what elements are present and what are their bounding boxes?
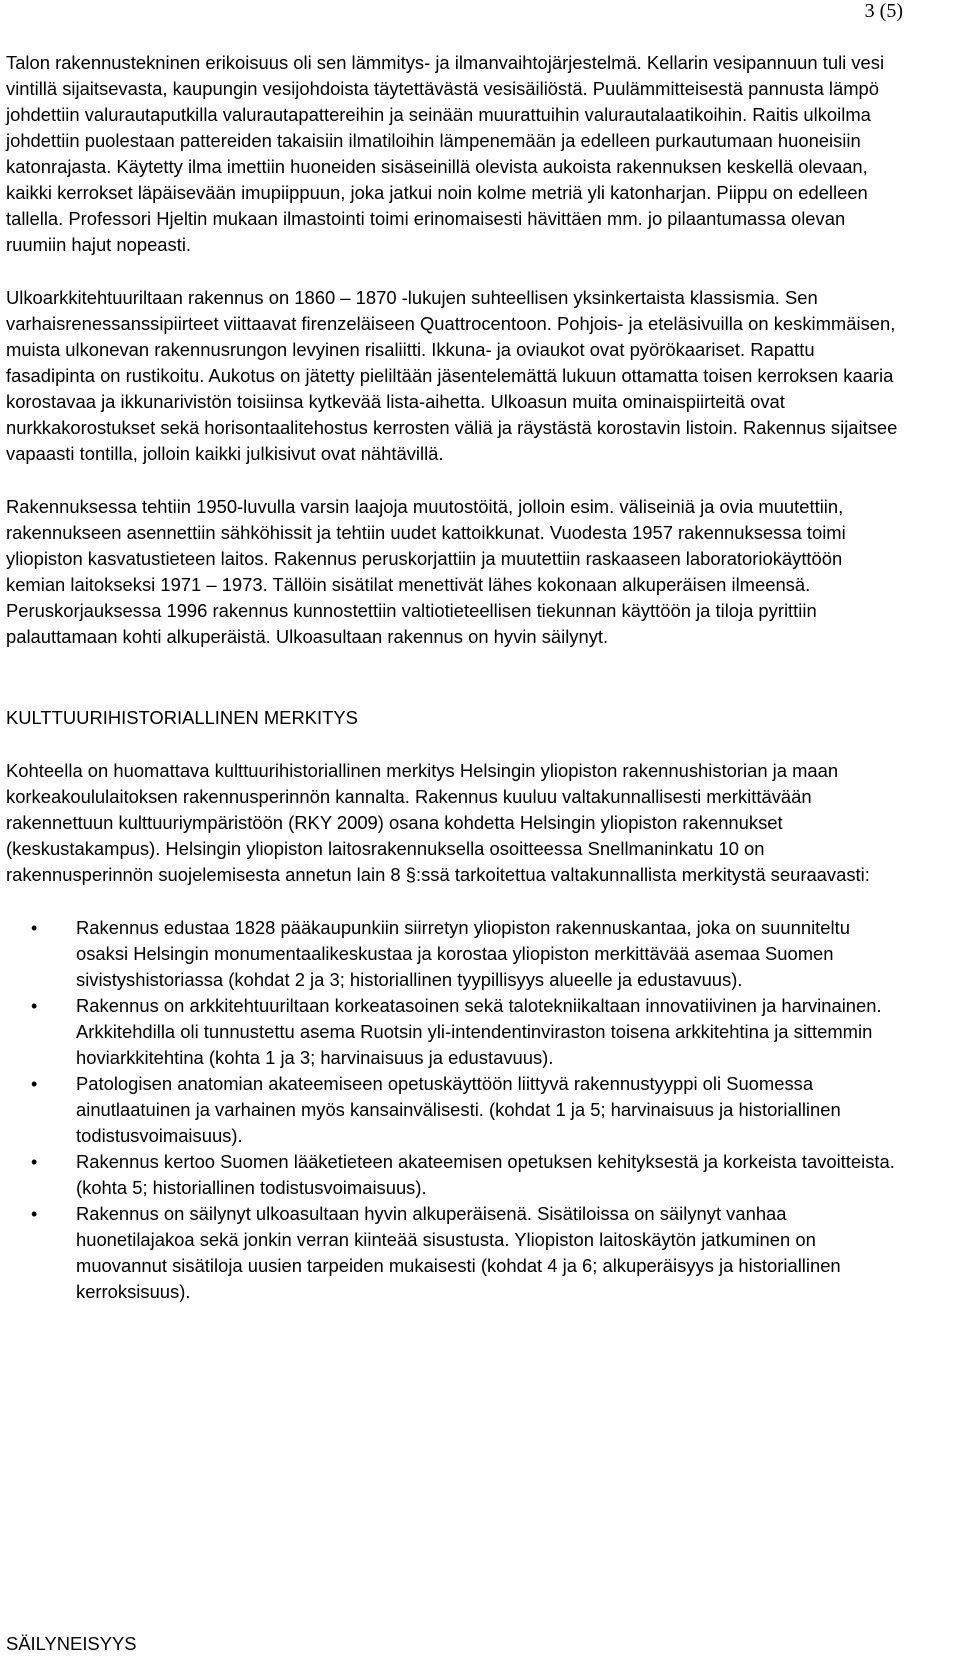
list-item-text: Rakennus edustaa 1828 pääkaupunkiin siirretyn yliopiston rakennuskantaa, joka on suunniteltu osaksi Helsingin monumentaalikeskustaa ja korostaa yliopiston merkittävää asemaa Suomen sivistyshistoriassa (kohdat 2 ja 3; historiallinen tyypillisyys alueelle ja edustavuus). <box>76 917 850 990</box>
significance-list <box>6 915 906 1305</box>
paragraph-heating-ventilation: Talon rakennustekninen erikoisuus oli sen lämmitys- ja ilmanvaihtojärjestelmä. Kellarin vesipannuun tuli vesi vintillä sijaitsevasta, kaupungin vesijohdoista täytettävästä vesisäiliöstä. Puulämmitteisestä pannusta lämpö johdettiin valurautaputkilla valurautapattereihin ja seinään muurattuihin valurautalaatikoihin. Raitis ulkoilma johdettiin puolestaan pattereiden takaisiin ilmatiloihin lämpenemään ja edelleen purkautumaan huoneisiin katonrajasta. Käytetty ilma imettiin huoneiden sisäseinillä olevista aukoista rakennuksen keskellä olevaan, kaikki kerrokset läpäisevään imupiippuun, joka jatkui noin kolme metriä yli katonharjan. Piippu on edelleen tallella. Professori Hjeltin mukaan ilmastointi toimi erinomaisesti hävittäen mm. jo pilaantumassa olevan ruumiin hajut nopeasti. <box>6 52 885 255</box>
page-number: 3 (5) <box>864 0 903 22</box>
bullet-icon: • <box>31 1152 38 1172</box>
paragraph-exterior-architecture: Ulkoarkkitehtuuriltaan rakennus on 1860 – 1870 -lukujen suhteellisen yksinkertaista klassismia. Sen varhaisrenessanssipiirteet viittaavat firenzeläiseen Quattrocentoon. Pohjois- ja eteläsivuilla on keskimmäisen, muista ulkonevan rakennusrungon levyinen risaliitti. Ikkuna- ja oviaukot ovat pyörökaariset. Rapattu fasadipinta on rustikoitu. Aukotus on jätetty pieliltään jäsentelemättä lukuun ottamatta toisen kerroksen kaaria korostavaa ja ikkunarivistön toisiinsa kytkevää lista-aihetta. Ulkoasun muita ominaispiirteitä ovat nurkkakorostukset sekä horisontaalitehostus kerrosten väliä ja räystästä korostavin listoin. Rakennus sijaitsee vapaasti tontilla, jolloin kaikki julkisivut ovat nähtävillä. <box>6 287 898 464</box>
section-heading: KULTTUURIHISTORIALLINEN MERKITYS <box>6 707 358 728</box>
section-intro-text: Kohteella on huomattava kulttuurihistoriallinen merkitys Helsingin yliopiston rakennushistorian ja maan korkeakoululaitoksen rakennusperinnön kannalta. Rakennus kuuluu valtakunnallisesti merkittävään rakennettuun kulttuuriympäristöön (RKY 2009) osana kohdetta Helsingin yliopiston rakennukset (keskustakampus). Helsingin yliopiston laitosrakennuksella osoitteessa Snellmaninkatu 10 on rakennusperinnön suojelemisesta annetun lain 8 §:ssä tarkoitettua valtakunnallista merkitystä seuraavasti: <box>6 760 870 885</box>
list-item <box>6 915 906 993</box>
footer-section-heading: SÄILYNEISYYS <box>6 1633 137 1654</box>
paragraph-renovations: Rakennuksessa tehtiin 1950-luvulla varsin laajoja muutostöitä, jolloin esim. väliseiniä ja ovia muutettiin, rakennukseen asennettiin sähköhissit ja tehtiin uudet kattoikkunat. Vuodesta 1957 rakennuksessa toimi yliopiston kasvatustieteen laitos. Rakennus peruskorjattiin ja muutettiin raskaaseen laboratoriokäyttöön kemian laitokseksi 1971 – 1973. Tällöin sisätilat menettivät lähes kokonaan alkuperäisen ilmeensä. Peruskorjauksessa 1996 rakennus kunnostettiin valtiotieteellisen tiekunnan käyttöön ja tiloja pyrittiin palauttamaan kohti alkuperäistä. Ulkoasultaan rakennus on hyvin säilynyt. <box>6 496 846 647</box>
list-item-text: Rakennus on arkkitehtuuriltaan korkeatasoinen sekä talotekniikaltaan innovatiivinen ja harvinainen. Arkkitehdilla oli tunnustettu asema Ruotsin yli-intendentinviraston toisena arkkitehtina ja sittemmin hoviarkkitehtina (kohta 1 ja 3; harvinaisuus ja edustavuus). <box>76 995 882 1068</box>
list-item-text: Patologisen anatomian akateemiseen opetuskäyttöön liittyvä rakennustyyppi oli Suomessa ainutlaatuinen ja varhainen myös kansainvälisesti. (kohdat 1 ja 5; harvinaisuus ja historiallinen todistusvoimaisuus). <box>76 1073 841 1146</box>
bullet-icon: • <box>31 996 38 1016</box>
list-item <box>6 1071 906 1149</box>
list-item <box>6 1149 906 1201</box>
document-body <box>6 50 906 1305</box>
list-item <box>6 1201 906 1305</box>
bullet-icon: • <box>31 918 38 938</box>
list-item-text: Rakennus on säilynyt ulkoasultaan hyvin alkuperäisenä. Sisätiloissa on säilynyt vanhaa huonetilajakoa sekä jonkin verran kiinteää sisustusta. Yliopiston laitoskäytön jatkuminen on muovannut sisätiloja uusien tarpeiden mukaisesti (kohdat 4 ja 6; alkuperäisyys ja historiallinen kerroksisuus). <box>76 1203 841 1302</box>
bullet-icon: • <box>31 1074 38 1094</box>
list-item-text: Rakennus kertoo Suomen lääketieteen akateemisen opetuksen kehityksestä ja korkeista tavoitteista. (kohta 5; historiallinen todistusvoimaisuus). <box>76 1151 895 1198</box>
list-item <box>6 993 906 1071</box>
spacer <box>6 677 906 705</box>
bullet-icon: • <box>31 1204 38 1224</box>
